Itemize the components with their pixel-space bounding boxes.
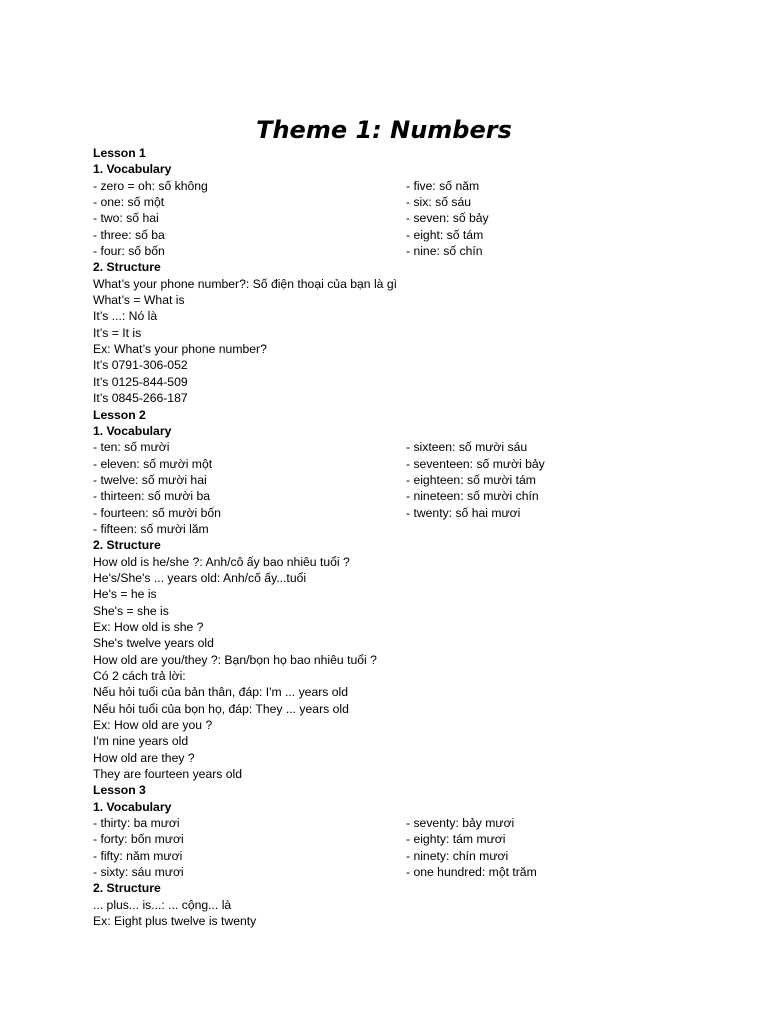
vocabulary-item: - forty: bốn mươi bbox=[93, 832, 184, 847]
structure-line: It’s = It is bbox=[93, 325, 142, 340]
structure-line: It’s 0791-306-052 bbox=[93, 358, 188, 373]
vocabulary-row bbox=[93, 456, 693, 472]
vocabulary-item: - eighteen: số mười tám bbox=[406, 472, 536, 487]
structure-line: How old is he/she ?: Anh/cô ấy bao nhiêu tuổi ? bbox=[93, 554, 350, 569]
structure-line: They are fourteen years old bbox=[93, 767, 243, 782]
structure-line: Ex: How old are you ? bbox=[93, 718, 213, 733]
document-body bbox=[93, 145, 693, 930]
vocabulary-item: - nineteen: số mười chín bbox=[406, 489, 539, 504]
vocabulary-item: - eleven: số mười một bbox=[93, 456, 213, 471]
vocabulary-item: - fifty: năm mươi bbox=[93, 848, 183, 863]
vocabulary-item: - nine: số chín bbox=[406, 244, 483, 259]
vocabulary-item: - fifteen: số mười lăm bbox=[93, 521, 209, 536]
vocabulary-row bbox=[93, 848, 693, 864]
lesson-heading: Lesson 3 bbox=[93, 783, 146, 798]
structure-line: Ex: What’s your phone number? bbox=[93, 342, 267, 357]
vocabulary-row bbox=[93, 243, 693, 259]
lesson-section bbox=[93, 407, 693, 783]
vocabulary-row bbox=[93, 439, 693, 455]
structure-line: I'm nine years old bbox=[93, 734, 189, 749]
structure-line: Ex: Eight plus twelve is twenty bbox=[93, 914, 257, 929]
page-title: Theme 1: Numbers bbox=[256, 116, 512, 144]
lesson-section bbox=[93, 782, 693, 929]
vocabulary-item: - six: số sáu bbox=[406, 195, 472, 210]
vocabulary-item: - sixteen: số mười sáu bbox=[406, 440, 528, 455]
vocabulary-heading: 1. Vocabulary bbox=[93, 162, 172, 177]
structure-line: It’s ...: Nó là bbox=[93, 309, 158, 324]
lesson-heading: Lesson 2 bbox=[93, 407, 146, 422]
structure-line: What’s = What is bbox=[93, 293, 185, 308]
vocabulary-row bbox=[93, 210, 693, 226]
structure-line: Ex: How old is she ? bbox=[93, 619, 204, 634]
structure-line: He's = he is bbox=[93, 587, 157, 602]
vocabulary-item: - seven: số bảy bbox=[406, 211, 489, 226]
vocabulary-item: - four: số bốn bbox=[93, 244, 165, 259]
structure-line: He's/She's ... years old: Anh/cố ấy...tuổi bbox=[93, 570, 307, 585]
vocabulary-item: - ninety: chín mươi bbox=[406, 848, 509, 863]
vocabulary-row bbox=[93, 815, 693, 831]
vocabulary-row bbox=[93, 864, 693, 880]
vocabulary-item: - ten: số mười bbox=[93, 440, 170, 455]
vocabulary-item: - five: số năm bbox=[406, 178, 480, 193]
vocabulary-row bbox=[93, 227, 693, 243]
structure-line: ... plus... is...: ... cộng... là bbox=[93, 897, 232, 912]
vocabulary-item: - thirty: ba mươi bbox=[93, 816, 180, 831]
structure-heading: 2. Structure bbox=[93, 881, 161, 896]
structure-line: Nếu hỏi tuổi của bản thân, đáp: I'm ... years old bbox=[93, 685, 349, 700]
structure-heading: 2. Structure bbox=[93, 260, 161, 275]
vocabulary-row bbox=[93, 505, 693, 521]
vocabulary-heading: 1. Vocabulary bbox=[93, 423, 172, 438]
structure-line: Có 2 cách trả lời: bbox=[93, 669, 186, 683]
structure-line: What’s your phone number?: Số điện thoại của bạn là gì bbox=[93, 276, 397, 291]
vocabulary-item: - zero = oh: số không bbox=[93, 178, 208, 193]
vocabulary-item bbox=[406, 521, 693, 537]
lesson-section bbox=[93, 145, 693, 407]
lesson-heading: Lesson 1 bbox=[93, 146, 146, 160]
vocabulary-item: - three: số ba bbox=[93, 227, 165, 242]
vocabulary-item: - seventy: bảy mươi bbox=[406, 816, 515, 831]
vocabulary-heading: 1. Vocabulary bbox=[93, 799, 172, 814]
structure-line: Nếu hỏi tuổi của bọn họ, đáp: They ... years old bbox=[93, 701, 349, 716]
vocabulary-row bbox=[93, 831, 693, 847]
vocabulary-row bbox=[93, 178, 693, 194]
vocabulary-item: - eight: số tám bbox=[406, 227, 484, 242]
vocabulary-row bbox=[93, 472, 693, 488]
structure-line: She's = she is bbox=[93, 603, 169, 618]
vocabulary-row bbox=[93, 488, 693, 504]
vocabulary-item: - twelve: số mười hai bbox=[93, 472, 207, 487]
structure-heading: 2. Structure bbox=[93, 538, 161, 553]
structure-line: How old are you/they ?: Bạn/bọn họ bao nhiêu tuổi ? bbox=[93, 652, 377, 667]
vocabulary-row bbox=[93, 521, 693, 537]
vocabulary-item: - thirteen: số mười ba bbox=[93, 489, 211, 504]
vocabulary-item: - twenty: số hai mươi bbox=[406, 505, 521, 520]
vocabulary-row bbox=[93, 194, 693, 210]
structure-line: She's twelve years old bbox=[93, 636, 214, 651]
vocabulary-item: - two: số hai bbox=[93, 211, 159, 226]
vocabulary-item: - sixty: sáu mươi bbox=[93, 865, 184, 880]
structure-line: It’s 0845-266-187 bbox=[93, 391, 188, 406]
vocabulary-item: - one hundred: một trăm bbox=[406, 865, 537, 880]
vocabulary-item: - eighty: tám mươi bbox=[406, 832, 506, 847]
vocabulary-item: - one: số một bbox=[93, 195, 165, 210]
structure-line: It’s 0125-844-509 bbox=[93, 374, 188, 389]
structure-line: How old are they ? bbox=[93, 750, 195, 765]
vocabulary-item: - fourteen: số mười bốn bbox=[93, 505, 221, 520]
vocabulary-item: - seventeen: số mười bảy bbox=[406, 456, 545, 471]
